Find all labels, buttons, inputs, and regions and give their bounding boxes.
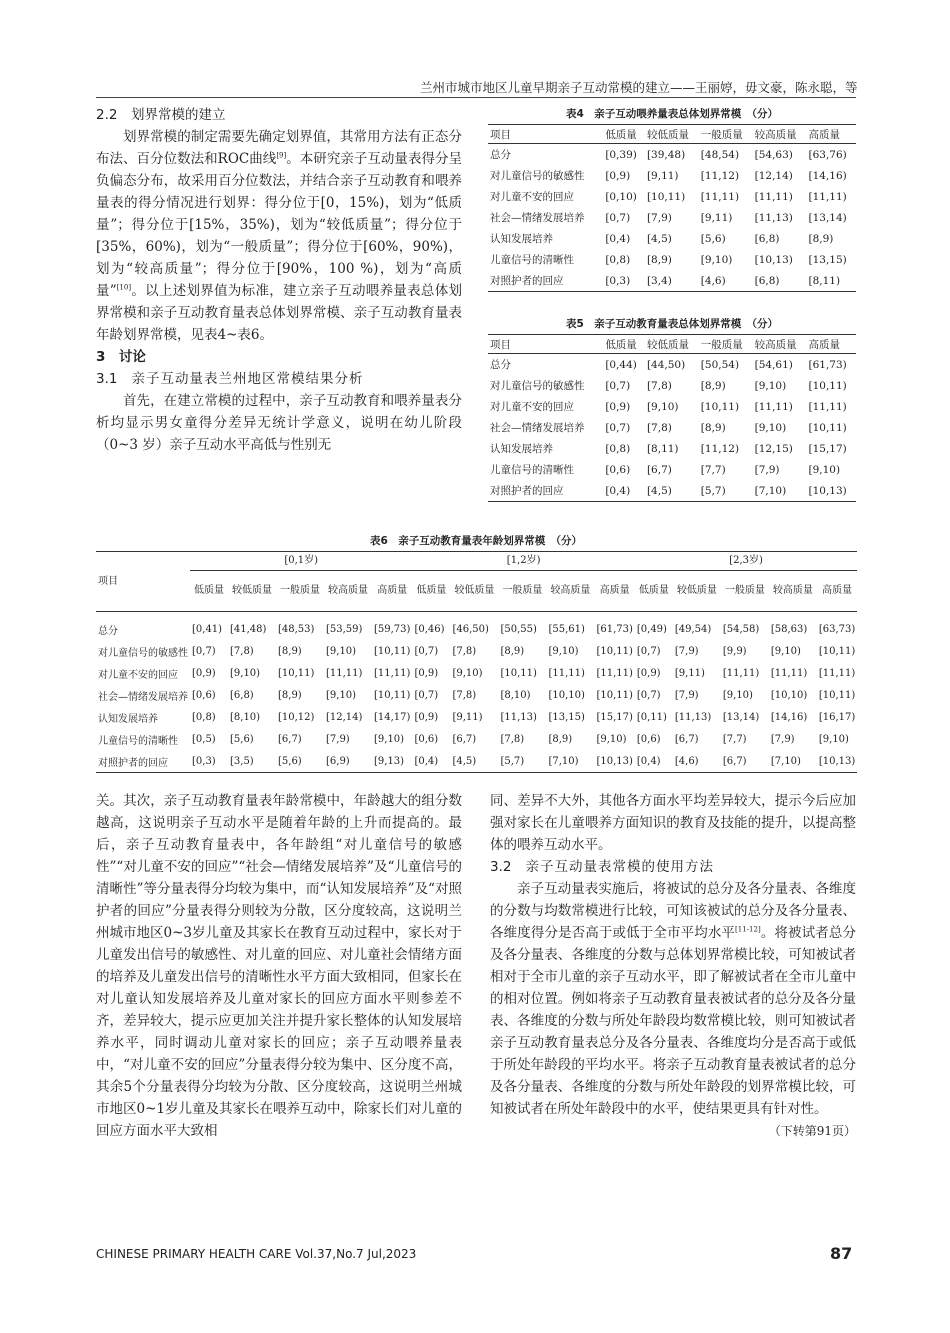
table-row (488, 459, 856, 480)
table-row (488, 228, 856, 249)
table-cell: [0,9) (192, 667, 216, 679)
table-cell: [10,11) (818, 689, 856, 701)
table-cell: [9,10) (374, 733, 405, 745)
table-cell: [11,11) (700, 190, 740, 203)
table-cell: [11,11) (596, 667, 633, 679)
table-cell: [0,9) (636, 667, 661, 679)
table-cell: [13,15) (808, 253, 847, 266)
row-label: 对儿童信号的敏感性 (98, 647, 188, 659)
row-label: 社会—情绪发展培养 (490, 422, 585, 434)
row-label: 对儿童信号的敏感性 (490, 380, 585, 392)
row-label: 认知发展培养 (490, 233, 553, 245)
paragraph: 划界常模的制定需要先确定划界值，其常用方法有正态分布法、百分位数法和ROC曲线[9]。本研究亲子互动量表得分呈负偏态分布，故采用百分位数法，并结合亲子互动教育和喂养量表的得分情况进行划界：得分位于[0，15%)，划为“低质量”；得分位于[15%，35%)，划为“较低质量”；得分位于[35%，60%)，划为“一般质量”；得分位于[60%，90%)，划为“较高质量”；得分位于[90%，100 %)，划为“高质量”[10]。以上述划界值为标准，建立亲子互动喂养量表总体划界常模和亲子互动教育量表总体划界常模、亲子互动教育量表年龄划界常模，见表4~表6。 (96, 129, 463, 343)
table-cell: [7,10) (548, 755, 579, 767)
table-cell: [0,7) (605, 421, 631, 434)
table-row (488, 354, 856, 376)
table-row (488, 375, 856, 396)
level-header: 一般质量 (276, 571, 324, 612)
table-cell: [7,9) (326, 733, 350, 745)
paragraph: 同、差异不大外，其他各方面水平均差异较大，提示今后应加强对家长在儿童喂养方面知识的教育及技能的提升，以提高整体的喂养互动水平。 (490, 793, 856, 853)
table-cell: [7,7) (700, 463, 726, 476)
table-row (96, 750, 857, 773)
table-cell: [10,11) (374, 689, 411, 701)
table-cell: [11,11) (548, 667, 585, 679)
table-cell: [7,9) (674, 645, 699, 657)
table-cell: [9,10) (722, 689, 753, 701)
row-label: 对照护者的回应 (98, 757, 168, 769)
table-cell: [0,6) (414, 733, 439, 745)
table-4 (488, 106, 856, 292)
table-cell: [55,61) (548, 623, 585, 635)
table-row (96, 684, 857, 706)
table-cell: [12,14) (754, 169, 793, 182)
table-cell: [50,54) (700, 358, 740, 371)
table-cell: [11,11) (808, 190, 847, 203)
table-cell: [9,10) (770, 645, 801, 657)
table-cell: [9,10) (818, 733, 849, 745)
table-cell: [9,11) (674, 667, 705, 679)
table-cell: [10,11) (278, 667, 315, 679)
table-cell: [14,17) (374, 711, 411, 723)
row-label: 对儿童信号的敏感性 (490, 170, 585, 182)
section-3-2-heading: 3.2 亲子互动量表常模的使用方法 (490, 859, 714, 875)
column-header: 较高质量 (753, 335, 807, 354)
section-2-2-heading: 2.2 划界常模的建立 (96, 107, 226, 123)
table-cell: [0,9) (414, 667, 439, 679)
table-cell: [49,54) (674, 623, 712, 635)
row-label: 对照护者的回应 (490, 485, 564, 497)
paragraph: 首先，在建立常模的过程中，亲子互动教育和喂养量表分析均显示男女童得分差异无统计学意义，说明在幼儿阶段（0~3 岁）亲子互动水平高低与性别无 (96, 393, 462, 453)
table-cell: [3,5) (230, 755, 254, 767)
table-cell: [16,17) (818, 711, 856, 723)
table-cell: [12,15) (754, 442, 793, 455)
level-header: 低质量 (190, 571, 228, 612)
table-cell: [15,17) (808, 442, 847, 455)
table-cell: [8,9) (700, 421, 726, 434)
row-label: 对儿童不安的回应 (490, 401, 574, 413)
row-label: 社会—情绪发展培养 (490, 212, 585, 224)
column-header: 较低质量 (645, 335, 699, 354)
table-cell: [15,17) (596, 711, 633, 723)
table-cell: [0,4) (414, 755, 439, 767)
level-header: 较高质量 (769, 571, 817, 612)
table-cell: [4,5) (452, 755, 477, 767)
table-cell: [0,9) (414, 711, 439, 723)
table-cell: [61,73) (808, 358, 847, 371)
table-cell: [7,9) (754, 463, 780, 476)
level-header: 一般质量 (721, 571, 769, 612)
level-header: 较高质量 (324, 571, 372, 612)
table-cell: [0,3) (605, 274, 631, 287)
table-cell: [0,7) (605, 211, 631, 224)
table-cell: [54,63) (754, 148, 793, 161)
table-cell: [0,46) (414, 623, 445, 635)
table-cell: [13,15) (548, 711, 585, 723)
table-cell: [44,50) (646, 358, 686, 371)
table-cell: [0,5) (192, 733, 216, 745)
row-label: 儿童信号的清晰性 (490, 254, 574, 266)
table-cell: [9,11) (646, 169, 679, 182)
table-cell: [9,10) (326, 689, 357, 701)
continued-note: （下转第91页） (768, 1124, 856, 1138)
table-cell: [6,8) (754, 274, 780, 287)
table-cell: [59,73) (374, 623, 411, 635)
table-cell: [4,6) (674, 755, 699, 767)
table-4-title: 表4 亲子互动喂养量表总体划界常模 （分） (565, 108, 779, 120)
table-cell: [6,7) (646, 463, 672, 476)
table-cell: [6,8) (754, 232, 780, 245)
table-cell: [10,11) (596, 689, 633, 701)
table-5 (488, 316, 856, 502)
level-header: 一般质量 (498, 571, 546, 612)
table-cell: [9,9) (722, 645, 747, 657)
column-header: 项目 (488, 335, 603, 354)
table-cell: [8,9) (500, 645, 525, 657)
table-cell: [9,10) (808, 463, 841, 476)
paragraph: 亲子互动量表实施后，将被试的总分及各分量表、各维度的分数与均数常模进行比较，可知该被试的总分及各分量表、各维度得分是否高于或低于全市平均水平[11-12]。将被试者总分及各分量表、各维度的分数与总体划界常模比较，可知被试者相对于全市儿童的亲子互动水平，即了解被试者在全市儿童中的相对位置。例如将亲子互动教育量表被试者的总分及各分量表、各维度的分数与所处年龄段均数常模比较，则可知被试者亲子互动教育量表总分及各分量表、各维度均分是否高于或低于所处年龄段的平均水平。将亲子互动教育量表被试者的总分及各分量表、各维度的分数与所处年龄段的划界常模比较，可知被试者在所处年龄段中的水平，使结果更具有针对性。 (490, 881, 856, 1117)
table-cell: [54,58) (722, 623, 760, 635)
citation: [9] (276, 151, 287, 160)
table-cell: [0,9) (605, 400, 631, 413)
table-cell: [5,6) (700, 232, 726, 245)
table-cell: [9,10) (326, 645, 357, 657)
table-cell: [11,11) (754, 190, 793, 203)
table-cell: [11,11) (722, 667, 760, 679)
table-cell: [0,8) (192, 711, 216, 723)
level-header: 高质量 (594, 571, 634, 612)
table-row (96, 728, 857, 750)
table-cell: [0,11) (636, 711, 667, 723)
table-6-age-group: [1,2岁) (412, 552, 634, 571)
table-cell: [9,11) (700, 211, 733, 224)
table-cell: [9,10) (754, 379, 787, 392)
table-cell: [10,11) (808, 379, 847, 392)
level-header: 较低质量 (673, 571, 721, 612)
table-cell: [7,8) (452, 689, 477, 701)
running-header: 兰州市城市地区儿童早期亲子互动常模的建立——王丽婷，毋文豪，陈永聪，等 (420, 80, 858, 95)
row-label: 总分 (98, 625, 118, 637)
table-cell: [10,13) (808, 484, 847, 497)
table-cell: [39,48) (646, 148, 686, 161)
row-label: 社会—情绪发展培养 (98, 691, 188, 703)
table-cell: [6,7) (722, 755, 747, 767)
table-cell: [48,54) (700, 148, 740, 161)
table-cell: [10,13) (818, 755, 856, 767)
table-cell: [0,7) (636, 689, 661, 701)
table-cell: [0,4) (636, 755, 661, 767)
table-cell: [5,6) (278, 755, 302, 767)
right-column-bottom (490, 790, 856, 1142)
table-cell: [10,11) (700, 400, 740, 413)
table-cell: [48,53) (278, 623, 315, 635)
table-row (488, 270, 856, 292)
table-row (488, 438, 856, 459)
table-cell: [0,10) (605, 190, 637, 203)
table-cell: [13,14) (808, 211, 847, 224)
table-cell: [9,10) (754, 421, 787, 434)
table-cell: [0,39) (605, 148, 637, 161)
level-header: 较高质量 (546, 571, 594, 612)
paragraph: 关。其次，亲子互动教育量表年龄常模中，年龄越大的组分数越高，这说明亲子互动水平是随着年龄的上升而提高的。最后，亲子互动教育量表中，各年龄组“对儿童信号的敏感性”“对儿童不安的回应”“社会—情绪发展培养”及“儿童信号的清晰性”等分量表得分均较为集中，而“认知发展培养”及“对照护者的回应”分量表得分则较为分散，区分度较高，这说明兰州城市地区0~3岁儿童及其家长在教育互动过程中，家长对于儿童发出信号的敏感性、对儿童的回应、对儿童社会情绪方面的培养及儿童发出信号的清晰性水平方面大致相同，但家长在对儿童认知发展培养及儿童对家长的回应方面水平则参差不齐，差异较大，提示应更加关注并提升家长整体的认知发展培养水平，同时调动儿童对家长的回应；亲子互动喂养量表中，“对儿童不安的回应”分量表得分较为集中、区分度不高，其余5个分量表得分均较为分散、区分度较高，这说明兰州城市地区0~1岁儿童及其家长在喂养互动中，除家长们对儿童的回应方面水平大致相 (96, 793, 462, 1139)
column-header: 较高质量 (753, 125, 807, 144)
table-cell: [7,9) (674, 689, 699, 701)
table-cell: [3,4) (646, 274, 672, 287)
table-cell: [8,9) (548, 733, 573, 745)
table-6-age-group: [2,3岁) (635, 552, 857, 571)
table-cell: [11,13) (754, 211, 793, 224)
table-cell: [9,10) (452, 667, 483, 679)
row-label: 儿童信号的清晰性 (490, 464, 574, 476)
table-cell: [5,6) (230, 733, 254, 745)
column-header: 项目 (488, 125, 603, 144)
table-cell: [14,16) (770, 711, 808, 723)
table-cell: [8,9) (278, 645, 302, 657)
table-cell: [46,50) (452, 623, 489, 635)
row-label: 对照护者的回应 (490, 275, 564, 287)
table-cell: [10,10) (770, 689, 808, 701)
table-cell: [41,48) (230, 623, 267, 635)
table-cell: [10,11) (596, 645, 633, 657)
table-cell: [10,11) (500, 667, 537, 679)
table-cell: [10,11) (646, 190, 686, 203)
table-cell: [11,11) (754, 400, 793, 413)
table-cell: [12,14) (326, 711, 363, 723)
table-cell: [8,9) (700, 379, 726, 392)
table-cell: [7,8) (500, 733, 525, 745)
table-cell: [10,10) (548, 689, 585, 701)
left-column-bottom (96, 790, 462, 1142)
table-cell: [0,6) (192, 689, 216, 701)
table-cell: [54,61) (754, 358, 793, 371)
table-5-title: 表5 亲子互动教育量表总体划界常模 （分） (565, 318, 779, 330)
table-cell: [0,4) (605, 232, 631, 245)
table-cell: [7,8) (646, 379, 672, 392)
table-cell: [11,12) (700, 442, 740, 455)
table-cell: [13,14) (722, 711, 760, 723)
level-header: 较低质量 (228, 571, 276, 612)
table-6-grid (96, 551, 857, 773)
table-row (488, 249, 856, 270)
left-column-top (96, 104, 462, 456)
table-cell: [0,41) (192, 623, 223, 635)
table-cell: [10,11) (808, 421, 847, 434)
table-cell: [9,10) (700, 253, 733, 266)
table-cell: [7,10) (770, 755, 801, 767)
table-cell: [63,76) (808, 148, 847, 161)
table-cell: [8,11) (646, 442, 679, 455)
table-cell: [7,8) (452, 645, 477, 657)
column-header: 高质量 (806, 125, 856, 144)
row-label: 总分 (490, 149, 511, 161)
table-row (488, 480, 856, 502)
header-rule (96, 97, 856, 98)
table-cell: [4,5) (646, 484, 672, 497)
table-row (488, 417, 856, 438)
table-cell: [11,13) (500, 711, 537, 723)
table-cell: [7,10) (754, 484, 787, 497)
table-cell: [9,10) (548, 645, 579, 657)
level-header: 低质量 (412, 571, 450, 612)
row-label: 总分 (490, 359, 511, 371)
table-cell: [8,9) (808, 232, 834, 245)
table-cell: [0,7) (605, 379, 631, 392)
table-row (488, 396, 856, 417)
table-4-grid (488, 124, 856, 292)
table-cell: [8,9) (278, 689, 302, 701)
table-cell: [11,11) (770, 667, 808, 679)
level-header: 较低质量 (450, 571, 498, 612)
table-cell: [10,11) (374, 645, 411, 657)
table-cell: [11,11) (818, 667, 856, 679)
page-number: 87 (830, 1244, 853, 1263)
table-cell: [0,8) (605, 253, 631, 266)
table-cell: [0,3) (192, 755, 216, 767)
table-cell: [11,12) (700, 169, 740, 182)
table-6-title: 表6 亲子互动教育量表年龄划界常模 （分） (369, 535, 583, 547)
table-cell: [0,7) (414, 689, 439, 701)
column-header: 较低质量 (645, 125, 699, 144)
table-cell: [7,8) (646, 421, 672, 434)
row-label: 对儿童不安的回应 (98, 669, 178, 681)
table-row (488, 186, 856, 207)
table-6 (96, 533, 856, 773)
column-header: 一般质量 (699, 335, 753, 354)
table-cell: [6,8) (230, 689, 254, 701)
table-cell: [11,11) (326, 667, 363, 679)
table-cell: [8,9) (646, 253, 672, 266)
table-cell: [4,6) (700, 274, 726, 287)
column-header: 高质量 (806, 335, 856, 354)
table-cell: [58,63) (770, 623, 808, 635)
section-3-1-heading: 3.1 亲子互动量表兰州地区常模结果分析 (96, 371, 364, 387)
table-cell: [5,7) (700, 484, 726, 497)
table-cell: [11,11) (374, 667, 411, 679)
table-cell: [9,10) (230, 667, 261, 679)
row-label: 对儿童不安的回应 (490, 191, 574, 203)
table-cell: [8,11) (808, 274, 841, 287)
table-cell: [5,7) (500, 755, 525, 767)
table-cell: [10,13) (596, 755, 633, 767)
table-row (488, 144, 856, 166)
table-cell: [0,9) (605, 169, 631, 182)
table-cell: [0,7) (192, 645, 216, 657)
table-6-age-group: [0,1岁) (190, 552, 412, 571)
table-cell: [7,9) (770, 733, 795, 745)
table-cell: [63,73) (818, 623, 856, 635)
table-cell: [50,55) (500, 623, 537, 635)
table-cell: [10,13) (754, 253, 793, 266)
table-cell: [11,11) (808, 400, 847, 413)
table-cell: [7,8) (230, 645, 254, 657)
table-cell: [0,44) (605, 358, 637, 371)
table-cell: [9,11) (452, 711, 483, 723)
table-row (488, 165, 856, 186)
table-cell: [0,49) (636, 623, 667, 635)
table-cell: [0,4) (605, 484, 631, 497)
table-cell: [8,10) (230, 711, 261, 723)
column-header: 低质量 (603, 335, 645, 354)
table-cell: [6,7) (452, 733, 477, 745)
table-cell: [0,8) (605, 442, 631, 455)
table-cell: [10,12) (278, 711, 315, 723)
table-row (96, 662, 857, 684)
table-cell: [14,16) (808, 169, 847, 182)
table-row (96, 612, 857, 641)
table-cell: [9,10) (596, 733, 627, 745)
table-cell: [9,10) (646, 400, 679, 413)
column-header: 一般质量 (699, 125, 753, 144)
table-row (96, 706, 857, 728)
journal-footer: CHINESE PRIMARY HEALTH CARE Vol.37,No.7 Jul,2023 (96, 1247, 417, 1261)
level-header: 低质量 (635, 571, 673, 612)
table-row (96, 640, 857, 662)
row-label: 认知发展培养 (98, 713, 158, 725)
table-cell: [7,9) (646, 211, 672, 224)
table-cell: [8,10) (500, 689, 531, 701)
table-cell: [11,13) (674, 711, 712, 723)
table-cell: [4,5) (646, 232, 672, 245)
column-header: 低质量 (603, 125, 645, 144)
table-cell: [10,11) (818, 645, 856, 657)
table-6-item-header: 项目 (96, 552, 190, 612)
table-cell: [6,7) (278, 733, 302, 745)
row-label: 认知发展培养 (490, 443, 553, 455)
table-cell: [53,59) (326, 623, 363, 635)
citation: [11-12] (735, 925, 761, 934)
level-header: 高质量 (372, 571, 412, 612)
table-cell: [6,7) (674, 733, 699, 745)
citation: [10] (116, 283, 132, 292)
section-3-heading: 3 讨论 (96, 349, 146, 365)
table-cell: [0,6) (605, 463, 631, 476)
table-cell: [61,73) (596, 623, 633, 635)
table-cell: [9,13) (374, 755, 405, 767)
table-cell: [7,7) (722, 733, 747, 745)
table-cell: [0,7) (636, 645, 661, 657)
level-header: 高质量 (817, 571, 857, 612)
table-row (488, 207, 856, 228)
table-cell: [0,6) (636, 733, 661, 745)
table-cell: [6,9) (326, 755, 350, 767)
row-label: 儿童信号的清晰性 (98, 735, 178, 747)
table-cell: [0,7) (414, 645, 439, 657)
table-5-grid (488, 334, 856, 502)
